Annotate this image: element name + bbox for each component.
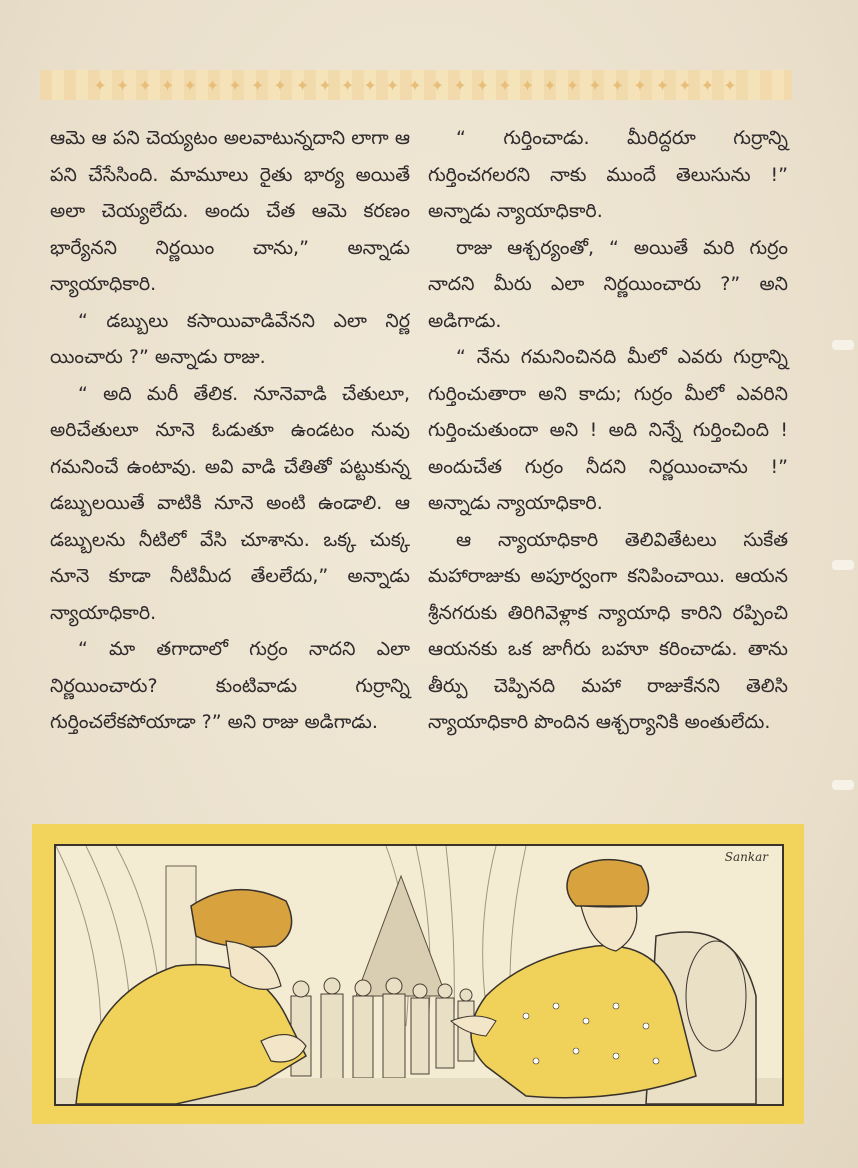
paragraph: రాజు ఆశ్చర్యంతో, “ అయితే మరి గుర్రం నాదని మీరు ఎలా నిర్ణయించారు ?” అని అడిగాడు.: [428, 236, 788, 332]
court-scene-drawing: [56, 846, 782, 1104]
paragraph: “ అది మరీ తేలిక. నూనెవాడి చేతులూ, అరిచేతులూ నూనె ఓడుతూ ఉండటం నువు గమనించే ఉంటావు. అవి వాడి చేతితో పట్టుకున్న డబ్బులయితే వాటికి నూనె అంటి ఉండాలి. ఆ డబ్బులను నీటిలో వేసి చూశాను. ఒక్క చుక్క నూనె కూడా నీటిమీద తేలలేదు,” అన్నాడు న్యాయాధికారి.: [50, 382, 410, 624]
paragraph: ఆ న్యాయాధికారి తెలివితేటలు సుకేత మహారాజుకు అపూర్వంగా కనిపించాయి. ఆయన శ్రీనగరుకు తిరిగివెళ్లాక న్యాయాధి కారిని రప్పించి ఆయనకు ఒక జాగీరు బహూ కరించాడు. తాను తీర్పు చెప్పినది మహా రాజుకేనని తెలిసి న్యాయాధికారి పొందిన ఆశ్చర్యానికి అంతులేదు.: [428, 528, 788, 733]
page-edge-mark: [832, 780, 854, 790]
left-text-column: [50, 120, 410, 741]
decorative-border-band: [40, 70, 792, 100]
paragraph: ఆమె ఆ పని చెయ్యటం అలవాటున్నదాని లాగా ఆ పని చేసేసింది. మామూలు రైతు భార్య అయితే అలా చెయ్యలేదు. అందు చేత ఆమె కరణం భార్యేనని నిర్ణయిం చాను,” అన్నాడు న్యాయాధికారి.: [50, 127, 410, 295]
paragraph: “ గుర్తించాడు. మీరిద్దరూ గుర్రాన్ని గుర్తించగలరని నాకు ముందే తెలుసును !” అన్నాడు న్యాయాధికారి.: [428, 127, 788, 222]
paragraph: “ నేను గమనించినది మీలో ఎవరు గుర్రాన్ని గుర్తించుతారా అని కాదు; గుర్రం మీలో ఎవరిని గుర్తించుతుందా అని ! అది నిన్నే గుర్తించింది ! అందుచేత గుర్రం నీదని నిర్ణయించాను !” అన్నాడు న్యాయాధికారి.: [428, 346, 788, 514]
page-edge-mark: [832, 560, 854, 570]
ornament-icon: ✦ ✦ ✦ ✦ ✦ ✦ ✦ ✦ ✦ ✦ ✦ ✦ ✦ ✦ ✦ ✦ ✦ ✦ ✦ ✦ ✦ ✦ ✦ ✦ ✦ ✦ ✦ ✦ ✦: [93, 75, 739, 95]
artist-signature: Sankar: [724, 850, 768, 864]
court-scene-illustration: [54, 844, 784, 1106]
page-edge-mark: [832, 340, 854, 350]
paragraph: “ డబ్బులు కసాయివాడివేనని ఎలా నిర్ణ యించారు ?” అన్నాడు రాజు.: [50, 309, 410, 368]
paragraph: “ మా తగాదాలో గుర్రం నాదని ఎలా నిర్ణయించారు? కుంటివాడు గుర్రాన్ని గుర్తించలేకపోయాడా ?” అని రాజు అడిగాడు.: [50, 638, 410, 733]
right-text-column: [428, 120, 788, 741]
illustration-frame: [32, 824, 804, 1124]
